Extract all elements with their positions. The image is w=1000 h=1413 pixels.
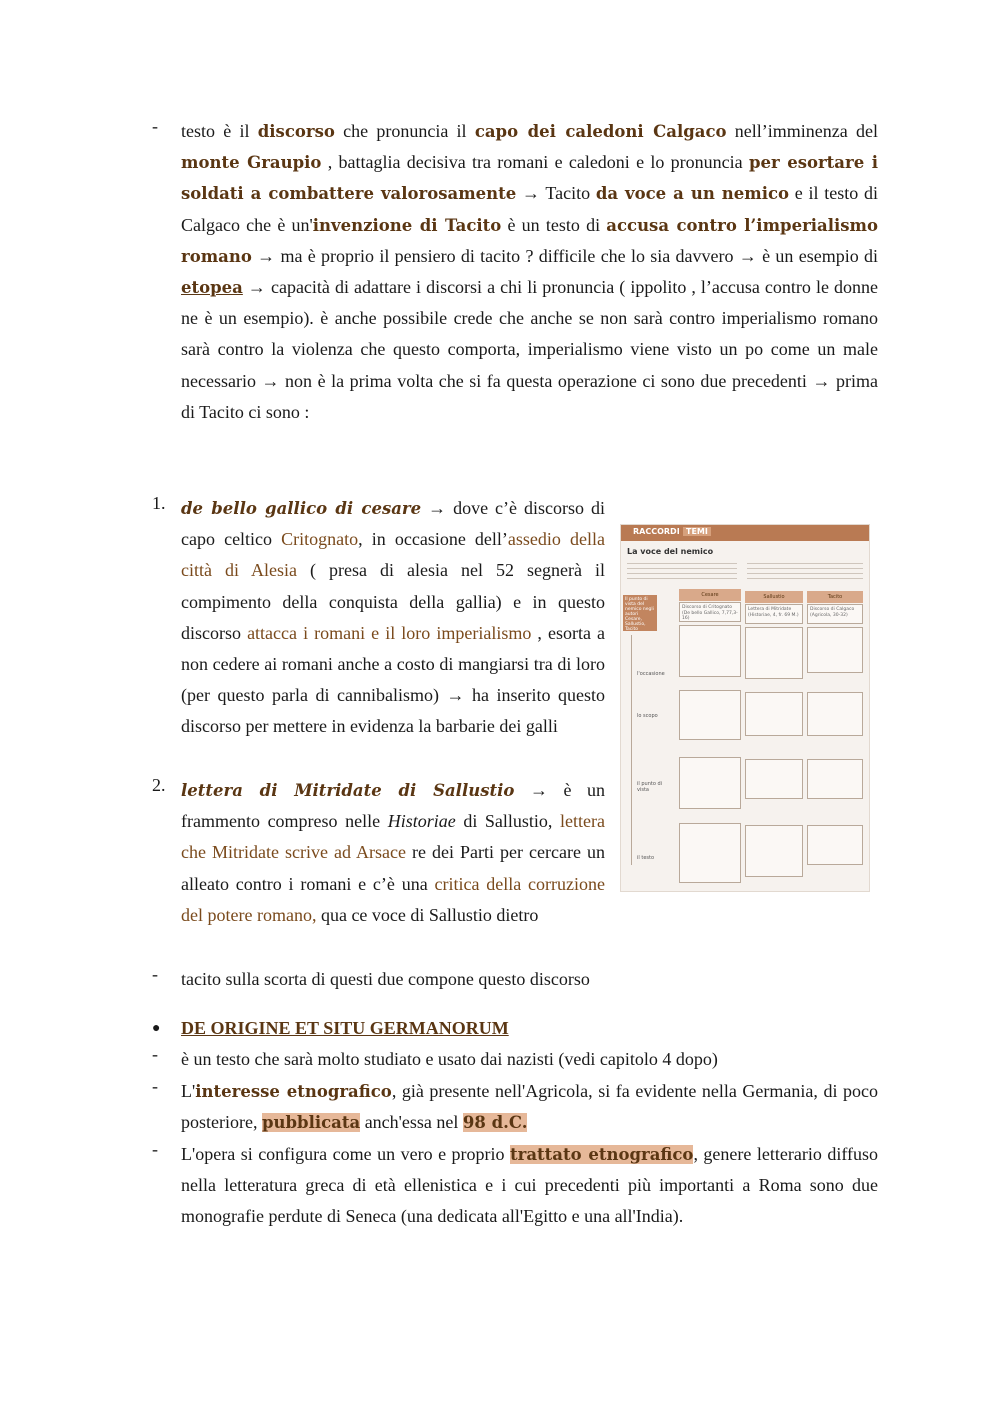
highlighted-term: 98 d.C. — [462, 1113, 528, 1133]
intro-text: testo è il discorso che pronuncia il capo dei caledoni Calgaco nell’imminenza del monte Graupio , battaglia decisiva tra romani e caledoni e lo pronuncia per esortare i soldati a combattere valorosamente → Tacito da voce a un nemico e il testo di Calgaco che è un'invenzione di Tacito è un testo di accusa contro l’imperialismo romano → ma è proprio il pensiero di tacito ? difficile che lo sia davvero → è un esempio di etopea → capacità di adattare i discorsi a chi li pronuncia ( ippolito , l’accusa contro le donne ne è un esempio). è anche possibile crede che anche se non sarà contro imperialismo romano sarà contro la violenza che questo comporta, imperialismo viene visto un po come un male necessario → non è la prima volta che si fa questa operazione ci sono due precedenti → prima di Tacito ci sono : — [181, 121, 879, 422]
number-marker: 1. — [152, 493, 166, 513]
figure-cell — [679, 823, 741, 883]
figure-column-header: Cesare — [679, 589, 741, 601]
bold-term: discorso — [257, 122, 335, 141]
highlighted-term: pubblicata — [261, 1113, 361, 1133]
summary-text: tacito sulla scorta di questi due compone questo discorso — [181, 969, 590, 989]
figure-cell — [679, 690, 741, 740]
bold-term: invenzione di Tacito — [312, 215, 502, 235]
section-bullet-3 — [152, 1139, 878, 1264]
section-bullet-1-text: è un testo che sarà molto studiato e usato dai nazisti (vedi capitolo 4 dopo) — [181, 1049, 718, 1069]
bold-term: capo dei caledoni Calgaco — [474, 122, 727, 141]
section-title: DE ORIGINE ET SITU GERMANORUM — [181, 1018, 509, 1038]
bullet-marker: - — [152, 1076, 158, 1096]
intro-bullet — [152, 116, 878, 466]
section-heading — [152, 1013, 878, 1045]
textbook-figure — [620, 524, 870, 892]
figure-cell: Discorso di Calgaco (Agricola, 30-32) — [807, 604, 863, 624]
figure-cell — [745, 825, 803, 877]
summary-bullet — [152, 964, 878, 996]
figure-column-header: Sallustio — [745, 591, 803, 603]
bullet-marker: - — [152, 1044, 158, 1064]
section-bullet-icon: ● — [152, 1021, 161, 1036]
item2-text: lettera di Mitridate di Sallustio → è un frammento compreso nelle Historiae di Sallustio, lettera che Mitridate scrive ad Arsace re dei Parti per cercare un alleato contro i romani e c’è una critica della corruzione del potere romano, qua ce voce di Sallustio dietro — [181, 780, 605, 925]
figure-row-label: il punto di vista — [637, 781, 663, 793]
bullet-marker: - — [152, 116, 158, 136]
figure-connector — [631, 635, 632, 865]
item1-text: de bello gallico di cesare → dove c’è discorso di capo celtico Critognato, in occasione dell’assedio della città di Alesia ( presa di alesia nel 52 segnerà il compimento della conquista della gallia) e in questo discorso attacca i romani e il loro imperialismo , esorta a non cedere ai romani anche a costo di mangiarsi tra di loro (per questo parla di cannibalismo) → ha inserito questo discorso per mettere in evidenza la barbarie dei galli — [181, 498, 605, 737]
bold-underlined-term: etopea — [181, 278, 243, 298]
bold-term: da voce a un nemico — [595, 184, 790, 204]
figure-row-label: il testo — [637, 855, 655, 861]
highlighted-term: trattato etnografico — [510, 1145, 694, 1164]
figure-cell — [807, 759, 863, 799]
figure-row-label: l'occasione — [637, 671, 665, 677]
figure-side-label: Il punto di vista del nemico negli autori Cesare, Sallustio, Tacito — [623, 595, 657, 631]
bullet-marker: - — [152, 1139, 158, 1159]
work-title: de bello gallico di cesare — [181, 499, 422, 518]
figure-cell: Lettera di Mitridate (Historiae, 4, fr. 69 M.) — [745, 604, 803, 624]
section-bullet-3-text: L'opera si configura come un vero e proprio trattato etnografico, genere letterario diffuso nella letteratura greca di età ellenistica e i cui precedenti più importanti a Roma sono due monografie perdute di Seneca (una dedicata all'Egitto e una all'India). — [181, 1144, 878, 1227]
figure-title: La voce del nemico — [627, 547, 714, 556]
section-bullet-2-text: L'interesse etnografico, già presente nell'Agricola, si fa evidente nella Germania, di poco posteriore, pubblicata anch'essa nel 98 d.C. — [181, 1081, 878, 1133]
section-bullet-2 — [152, 1076, 878, 1140]
bold-term: per esortare i soldati a combattere valorosamente — [181, 153, 878, 204]
figure-column-header: Tacito — [807, 591, 863, 603]
figure-cell — [807, 692, 863, 736]
number-marker: 2. — [152, 775, 166, 795]
work-title: lettera di Mitridate di Sallustio — [181, 781, 515, 800]
figure-row-label: lo scopo — [637, 713, 658, 719]
figure-cell — [745, 627, 803, 679]
figure-cell — [807, 825, 863, 865]
figure-cell — [679, 757, 741, 809]
figure-intro-lines — [747, 559, 863, 581]
bold-term: monte Graupio — [181, 153, 322, 173]
figure-cell — [807, 627, 863, 673]
bold-term: interesse etnografico — [195, 1082, 392, 1101]
figure-header-bar: RACCORDI TEMI — [621, 525, 869, 541]
bullet-marker: - — [152, 964, 158, 984]
section-bullet-1 — [152, 1044, 878, 1076]
figure-cell: Discorso di Critognato (De bello Gallico, 7,77,3-16) — [679, 602, 741, 622]
figure-intro-lines — [627, 559, 737, 581]
figure-cell — [745, 759, 803, 799]
figure-cell — [679, 625, 741, 677]
figure-cell — [745, 692, 803, 736]
bold-term: accusa contro l’imperialismo romano — [181, 215, 879, 266]
